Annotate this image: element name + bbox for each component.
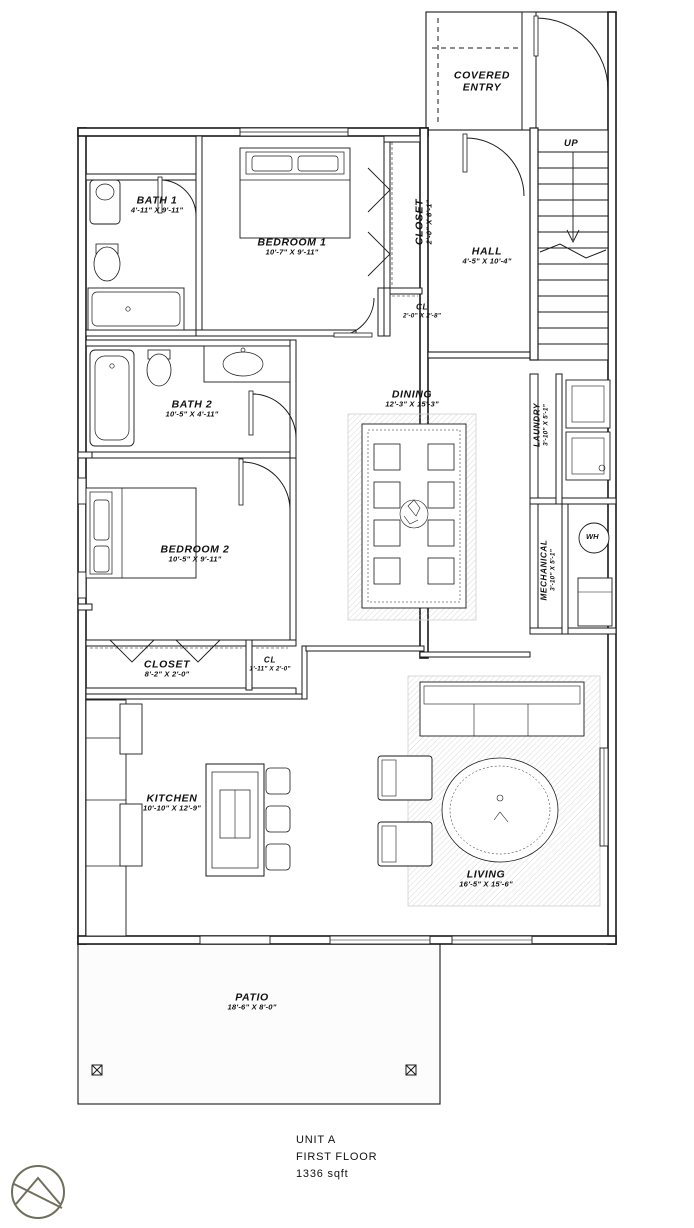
patio-area	[78, 944, 440, 1104]
room-label-laundry: LAUNDRY 3'-10" X 5'-1"	[532, 402, 550, 448]
room-label-patio: PATIO 18'-6" X 8'-0"	[227, 991, 277, 1012]
bedroom-1-area	[196, 128, 384, 337]
stair-up-label: UP	[564, 138, 579, 149]
caption-area: 1336 sqft	[296, 1168, 349, 1181]
dining-area	[348, 414, 476, 620]
company-logo-icon	[8, 1162, 66, 1220]
water-heater-label: WH	[586, 532, 599, 541]
room-label-hall: HALL 4'-5" X 10'-4"	[462, 245, 512, 266]
room-label-covered-entry: COVERED ENTRY	[453, 69, 511, 94]
room-label-cl-bottom: CL 1'-11" X 2'-0"	[249, 655, 291, 673]
room-label-bedroom-1: BEDROOM 1 10'-7" X 9'-11"	[257, 236, 327, 257]
room-label-bedroom-2: BEDROOM 2 10'-5" X 9'-11"	[160, 543, 230, 564]
room-label-dining: DINING 12'-3" X 15'-3"	[385, 388, 439, 409]
room-label-mechanical: MECHANICAL 3'-10" X 5'-1"	[539, 539, 557, 601]
room-label-closet-1: CLOSET 2'-0" X 6'-1"	[413, 198, 434, 246]
stair-run	[530, 128, 608, 360]
caption-unit: UNIT A	[296, 1134, 337, 1146]
closet-1-area	[368, 136, 420, 288]
room-label-cl-top: CL 2'-0" X 2'-8"	[403, 302, 441, 320]
room-label-closet-2: CLOSET 8'-2" X 2'-0"	[143, 658, 191, 679]
caption-floor: FIRST FLOOR	[296, 1151, 378, 1164]
room-label-bath-2: BATH 2 10'-5" X 4'-11"	[165, 398, 219, 419]
room-label-living: LIVING 16'-5" X 15'-6"	[459, 868, 513, 889]
drawing-caption	[296, 1132, 377, 1183]
room-label-kitchen: KITCHEN 10'-10" X 12'-9"	[143, 792, 201, 813]
room-label-bath-1: BATH 1 4'-11" X 9'-11"	[130, 194, 184, 215]
